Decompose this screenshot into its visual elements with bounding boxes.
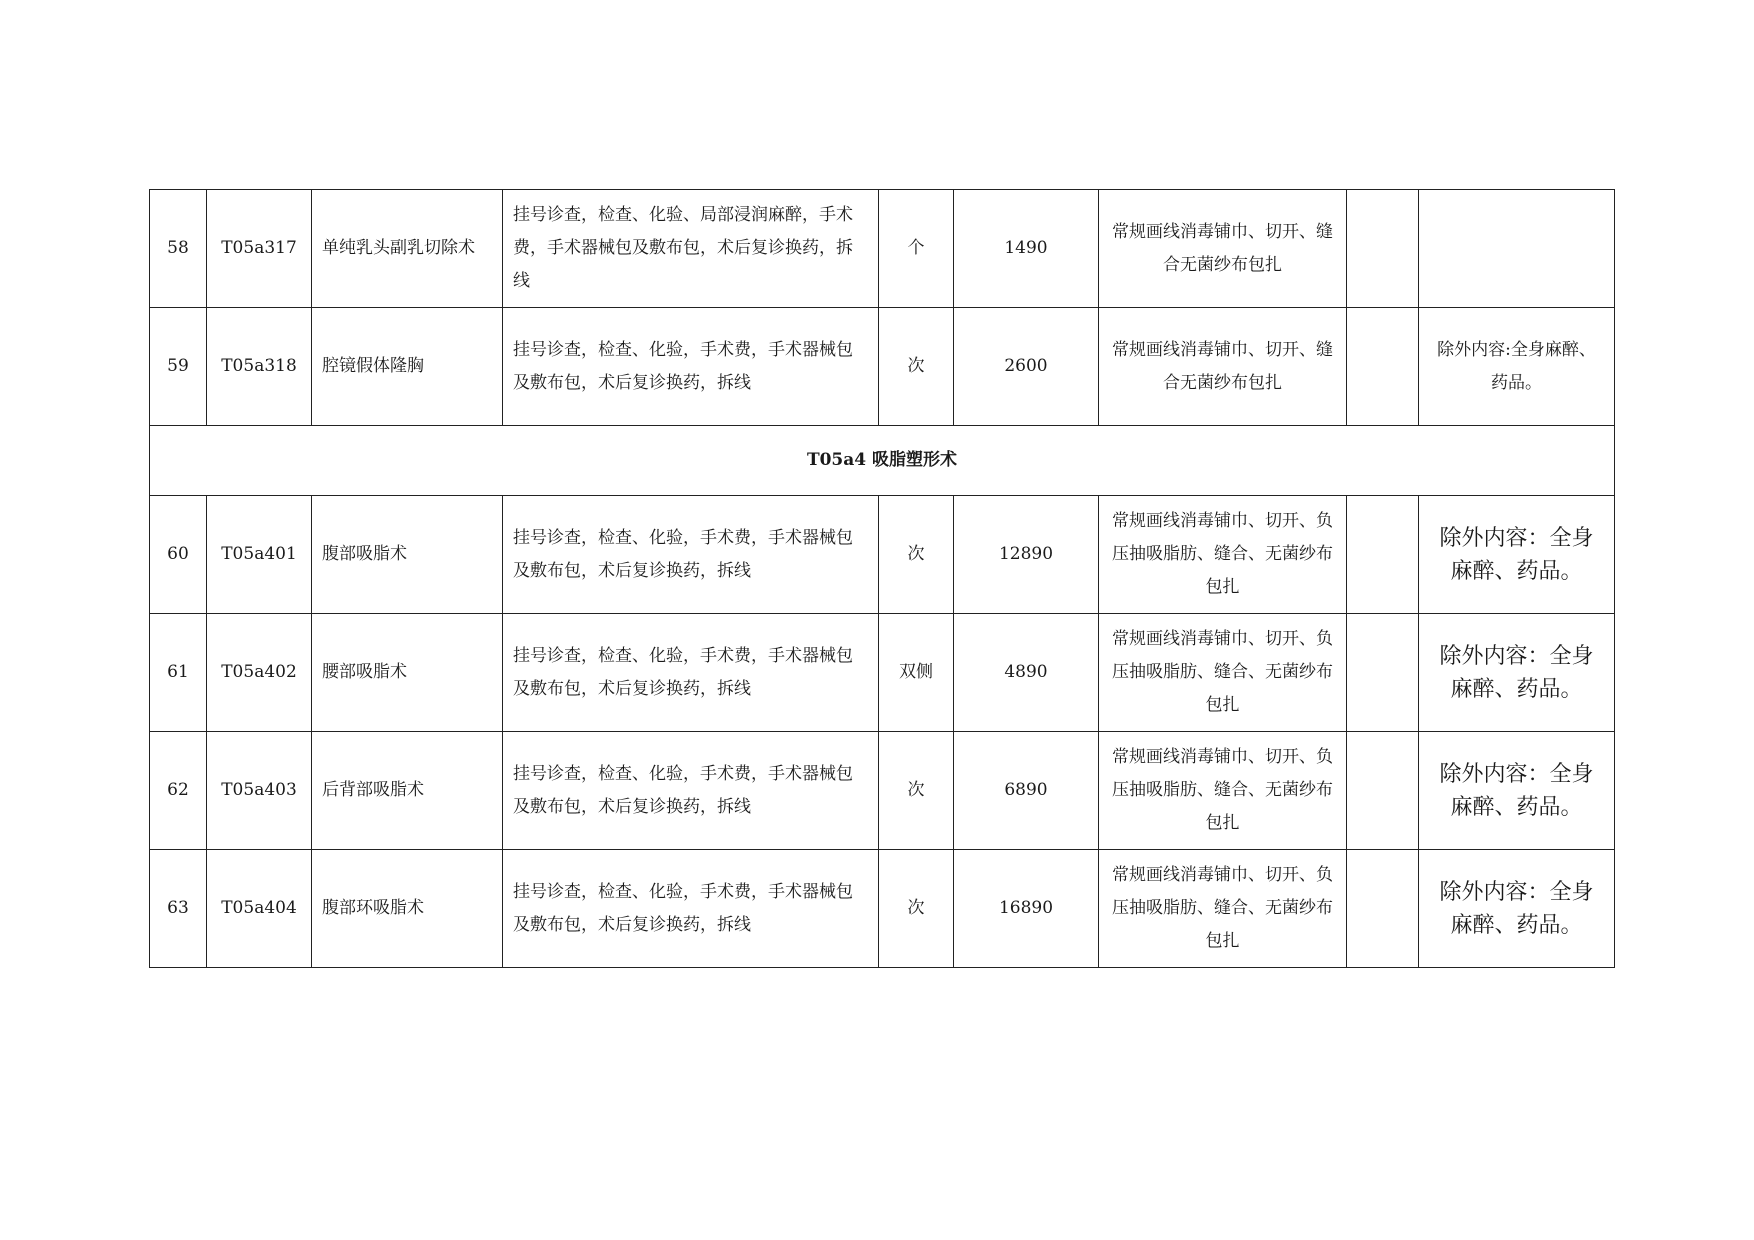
item-code-cell: T05a402 — [207, 614, 312, 732]
item-process-cell: 常规画线消毒铺巾、切开、缝合无菌纱布包扎 — [1099, 308, 1347, 426]
item-content-cell: 挂号诊查，检查、化验，手术费，手术器械包及敷布包，术后复诊换药，拆线 — [503, 308, 879, 426]
item-unit-cell: 次 — [879, 732, 954, 850]
item-blank-cell — [1347, 850, 1419, 968]
item-note-cell: 除外内容：全身麻醉、药品。 — [1419, 496, 1615, 614]
item-process-cell: 常规画线消毒铺巾、切开、负压抽吸脂肪、缝合、无菌纱布包扎 — [1099, 850, 1347, 968]
item-number-cell: 58 — [150, 190, 207, 308]
item-process-cell: 常规画线消毒铺巾、切开、负压抽吸脂肪、缝合、无菌纱布包扎 — [1099, 614, 1347, 732]
item-process-cell: 常规画线消毒铺巾、切开、负压抽吸脂肪、缝合、无菌纱布包扎 — [1099, 496, 1347, 614]
item-number-cell: 63 — [150, 850, 207, 968]
item-content-cell: 挂号诊查，检查、化验、局部浸润麻醉，手术费，手术器械包及敷布包，术后复诊换药，拆线 — [503, 190, 879, 308]
item-price-cell: 4890 — [954, 614, 1099, 732]
table-row — [150, 496, 1615, 614]
table-row — [150, 614, 1615, 732]
item-code-cell: T05a317 — [207, 190, 312, 308]
item-code-cell: T05a401 — [207, 496, 312, 614]
item-content-cell: 挂号诊查，检查、化验，手术费，手术器械包及敷布包，术后复诊换药，拆线 — [503, 850, 879, 968]
section-title: T05a4 吸脂塑形术 — [150, 426, 1615, 496]
item-price-cell: 1490 — [954, 190, 1099, 308]
item-note-cell: 除外内容：全身麻醉、药品。 — [1419, 850, 1615, 968]
item-number-cell: 60 — [150, 496, 207, 614]
item-note-cell: 除外内容:全身麻醉、药品。 — [1419, 308, 1615, 426]
item-content-cell: 挂号诊查，检查、化验，手术费，手术器械包及敷布包，术后复诊换药，拆线 — [503, 496, 879, 614]
item-note-cell — [1419, 190, 1615, 308]
item-note-cell: 除外内容：全身麻醉、药品。 — [1419, 732, 1615, 850]
item-blank-cell — [1347, 614, 1419, 732]
fee-table — [149, 189, 1615, 968]
item-name-cell: 后背部吸脂术 — [312, 732, 503, 850]
item-blank-cell — [1347, 308, 1419, 426]
item-unit-cell: 次 — [879, 308, 954, 426]
item-price-cell: 6890 — [954, 732, 1099, 850]
item-blank-cell — [1347, 190, 1419, 308]
item-price-cell: 12890 — [954, 496, 1099, 614]
section-header-row — [150, 426, 1615, 496]
table-row — [150, 732, 1615, 850]
item-code-cell: T05a403 — [207, 732, 312, 850]
item-unit-cell: 次 — [879, 850, 954, 968]
item-name-cell: 腹部环吸脂术 — [312, 850, 503, 968]
item-content-cell: 挂号诊查，检查、化验，手术费，手术器械包及敷布包，术后复诊换药，拆线 — [503, 732, 879, 850]
item-name-cell: 单纯乳头副乳切除术 — [312, 190, 503, 308]
item-code-cell: T05a404 — [207, 850, 312, 968]
item-process-cell: 常规画线消毒铺巾、切开、负压抽吸脂肪、缝合、无菌纱布包扎 — [1099, 732, 1347, 850]
item-content-cell: 挂号诊查，检查、化验，手术费，手术器械包及敷布包，术后复诊换药，拆线 — [503, 614, 879, 732]
item-price-cell: 16890 — [954, 850, 1099, 968]
item-number-cell: 62 — [150, 732, 207, 850]
item-blank-cell — [1347, 496, 1419, 614]
table-row — [150, 308, 1615, 426]
item-process-cell: 常规画线消毒铺巾、切开、缝合无菌纱布包扎 — [1099, 190, 1347, 308]
item-unit-cell: 个 — [879, 190, 954, 308]
table-row — [150, 850, 1615, 968]
item-name-cell: 腹部吸脂术 — [312, 496, 503, 614]
table-row — [150, 190, 1615, 308]
item-price-cell: 2600 — [954, 308, 1099, 426]
item-blank-cell — [1347, 732, 1419, 850]
item-number-cell: 61 — [150, 614, 207, 732]
item-note-cell: 除外内容：全身麻醉、药品。 — [1419, 614, 1615, 732]
item-unit-cell: 双侧 — [879, 614, 954, 732]
item-code-cell: T05a318 — [207, 308, 312, 426]
item-name-cell: 腰部吸脂术 — [312, 614, 503, 732]
table-body — [150, 190, 1615, 968]
item-name-cell: 腔镜假体隆胸 — [312, 308, 503, 426]
item-unit-cell: 次 — [879, 496, 954, 614]
item-number-cell: 59 — [150, 308, 207, 426]
